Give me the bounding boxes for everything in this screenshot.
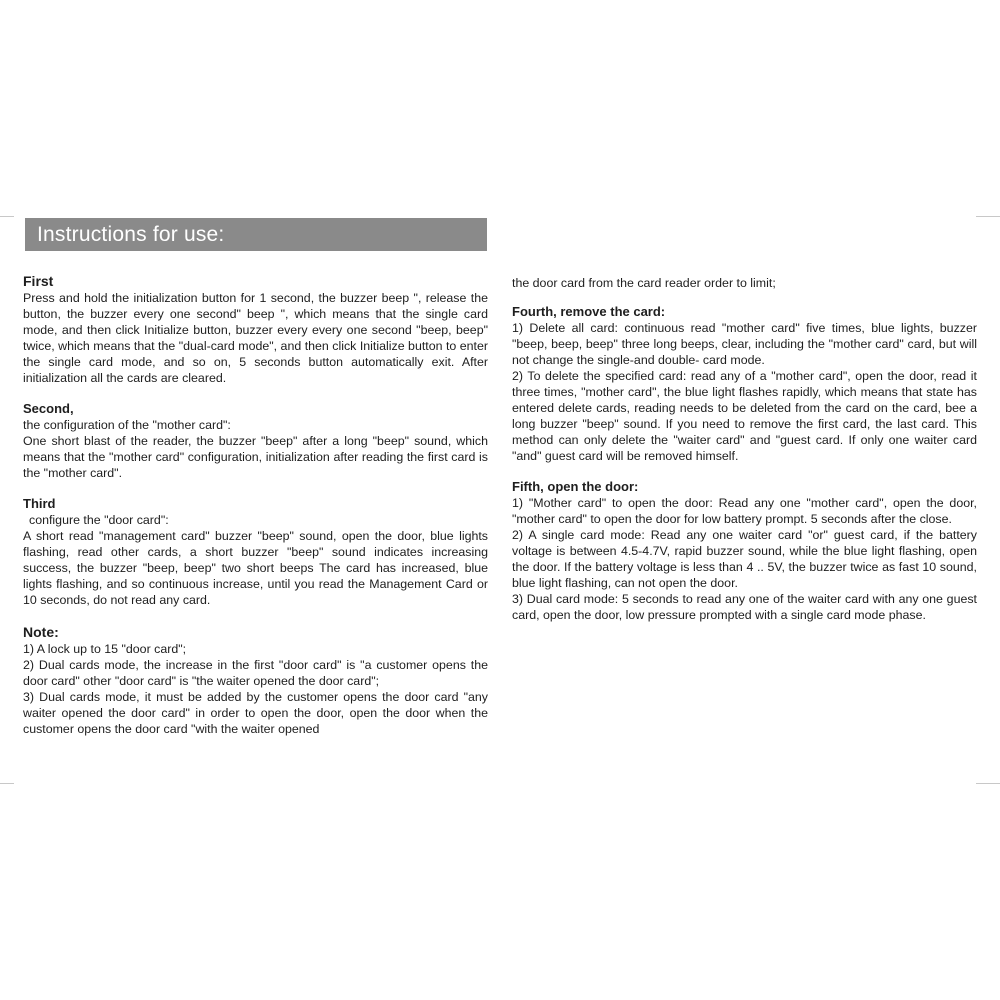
section-third (23, 496, 488, 608)
section-fourth (512, 304, 977, 464)
list-item: 2) A single card mode: Read any one waiter card "or" guest card, if the battery voltage is between 4.5-4.7V, rapid buzzer sound, while the blue light flashing, open the door. If the battery voltage is less than 4 .. 5V, the buzzer twice as fast 10 sound, blue light flashing, can not open the door. (512, 528, 977, 590)
section-fifth (512, 479, 977, 623)
section-subheading: configure the "door card": (29, 513, 169, 527)
page-title: Instructions for use: (37, 223, 225, 246)
right-column (512, 275, 977, 623)
crop-mark-bottom-right (976, 783, 1000, 784)
section-body: Press and hold the initialization button for 1 second, the buzzer beep ", release the button, the buzzer every one second" beep ", which means that the single card mode, and then click Initialize button, buzzer every every one second "beep, beep" twice, which means that the "dual-card mode", and then click Initialize button to enter the single card mode, and so on, 5 seconds button automatically exit. After initialization all the cards are cleared. (23, 291, 488, 385)
list-item: 3) Dual card mode: 5 seconds to read any one of the waiter card with any one guest card, open the door, low pressure prompted with a single card mode phase. (512, 592, 977, 622)
continuation-text: the door card from the card reader order to limit; (512, 276, 776, 290)
crop-mark-bottom-left (0, 783, 14, 784)
crop-mark-top-right (976, 216, 1000, 217)
section-subheading: the configuration of the "mother card": (23, 418, 231, 432)
crop-mark-top-left (0, 216, 14, 217)
section-heading: Third (23, 496, 56, 511)
section-heading: Fourth, remove the card: (512, 304, 666, 319)
section-note (23, 623, 488, 737)
section-heading: Note: (23, 624, 59, 640)
left-column (23, 272, 488, 737)
section-heading: First (23, 273, 54, 289)
title-bar (25, 218, 487, 251)
section-body: One short blast of the reader, the buzzer "beep" after a long "beep" sound, which means that the "mother card" configuration, initialization after reading the first card is the "mother card". (23, 434, 488, 480)
section-heading: Fifth, open the door: (512, 479, 639, 494)
list-item: 1) Delete all card: continuous read "mother card" five times, blue lights, buzzer "beep, beep, beep" three long beeps, clear, including the "mother card" card, but will not change the single-and double- card mode. (512, 321, 977, 367)
list-item: 1) A lock up to 15 "door card"; (23, 642, 187, 656)
section-second (23, 401, 488, 481)
list-item: 3) Dual cards mode, it must be added by the customer opens the door card "any waiter opened the door card" in order to open the door, open the door when the customer opens the door card "with the waiter opened (23, 690, 488, 736)
list-item: 2) Dual cards mode, the increase in the first "door card" is "a customer opens the door card" other "door card" is "the waiter opened the door card"; (23, 658, 488, 688)
section-heading: Second, (23, 401, 74, 416)
list-item: 1) "Mother card" to open the door: Read any one "mother card", open the door, "mother card" to open the door for low battery prompt. 5 seconds after the close. (512, 496, 977, 526)
section-body: A short read "management card" buzzer "beep" sound, open the door, blue lights flashing, read other cards, a short buzzer "beep" sound indicates increasing success, the buzzer "beep, beep" two short beeps The card has increased, blue lights flashing, and so continuous increase, until you read the Management Card or 10 seconds, do not read any card. (23, 529, 488, 607)
list-item: 2) To delete the specified card: read any of a "mother card", open the door, read it three times, "mother card", the blue light flashes rapidly, which means that state has entered delete cards, reading needs to be deleted from the card on the card, bee a long buzzer "beep" sound. If you need to remove the first card, the last card. This method can only delete the "waiter card" and "guest card. If only one waiter card "and" guest card will be removed himself. (512, 369, 977, 463)
section-first (23, 272, 488, 386)
